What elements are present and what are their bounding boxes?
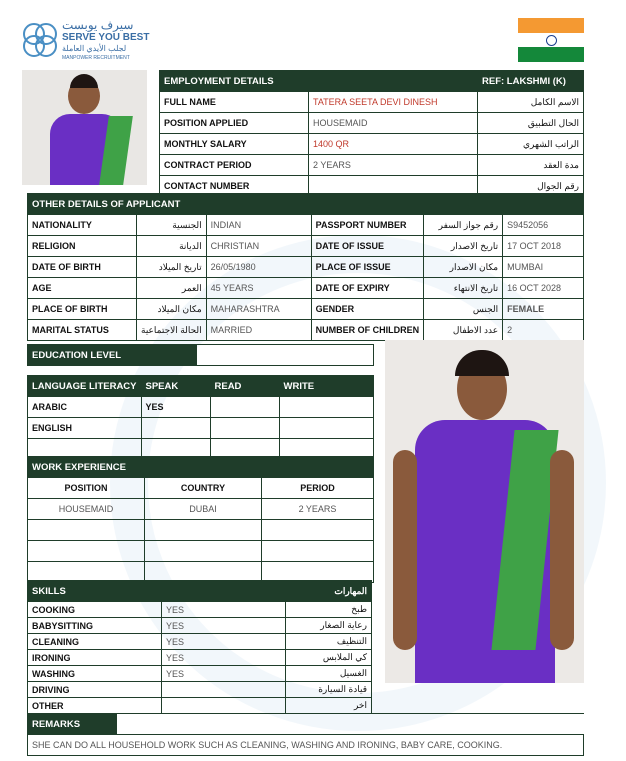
- employment-row: [160, 113, 584, 134]
- language-cell: [210, 418, 279, 439]
- skill-arabic: كي الملابس: [286, 650, 372, 666]
- skill-value: YES: [162, 666, 286, 682]
- skill-label: OTHER: [28, 698, 162, 714]
- field-label-arabic: مكان الاصدار: [424, 257, 503, 278]
- employment-row: [160, 134, 584, 155]
- field-label: AGE: [28, 278, 137, 299]
- work-row: [28, 541, 374, 562]
- field-label: RELIGION: [28, 236, 137, 257]
- other-details-row: [28, 278, 584, 299]
- work-experience-table: [27, 456, 374, 583]
- field-value: CHRISTIAN: [206, 236, 311, 257]
- read-header: READ: [210, 376, 279, 397]
- reference: REF: LAKSHMI (K): [478, 71, 584, 92]
- position-label: POSITION APPLIED: [160, 113, 309, 134]
- work-cell: [262, 520, 374, 541]
- speak-header: SPEAK: [141, 376, 210, 397]
- field-value: MARRIED: [206, 320, 311, 341]
- skill-arabic: اخر: [286, 698, 372, 714]
- position-value: HOUSEMAID: [309, 113, 478, 134]
- other-details-title: OTHER DETAILS OF APPLICANT: [28, 194, 584, 215]
- contact-arabic: رقم الجوال: [478, 176, 584, 197]
- write-header: WRITE: [279, 376, 374, 397]
- field-value: INDIAN: [206, 215, 311, 236]
- field-label: MARITAL STATUS: [28, 320, 137, 341]
- salary-arabic: الراتب الشهري: [478, 134, 584, 155]
- field-label: DATE OF ISSUE: [311, 236, 424, 257]
- field-value: S9452056: [503, 215, 584, 236]
- other-details-row: [28, 320, 584, 341]
- language-cell: [210, 397, 279, 418]
- language-cell: [279, 397, 374, 418]
- work-title: WORK EXPERIENCE: [28, 457, 374, 478]
- position-col-header: POSITION: [28, 478, 145, 499]
- full-name-value: TATERA SEETA DEVI DINESH: [309, 92, 478, 113]
- field-label: PASSPORT NUMBER: [311, 215, 424, 236]
- field-label-arabic: الجنس: [424, 299, 503, 320]
- language-row: [28, 418, 374, 439]
- skills-title: SKILLS: [28, 581, 286, 602]
- skills-title-arabic: المهارات: [286, 581, 372, 602]
- skill-value: YES: [162, 602, 286, 618]
- skill-value: YES: [162, 618, 286, 634]
- field-value: 26/05/1980: [206, 257, 311, 278]
- work-cell: HOUSEMAID: [28, 499, 145, 520]
- skill-label: DRIVING: [28, 682, 162, 698]
- work-cell: [28, 541, 145, 562]
- skill-label: IRONING: [28, 650, 162, 666]
- skill-row: [28, 602, 372, 618]
- language-header: LANGUAGE LITERACY: [28, 376, 142, 397]
- skills-table: [27, 580, 372, 714]
- field-label-arabic: رقم جواز السفر: [424, 215, 503, 236]
- skill-value: [162, 698, 286, 714]
- field-value: 2: [503, 320, 584, 341]
- salary-label: MONTHLY SALARY: [160, 134, 309, 155]
- skill-arabic: رعاية الصغار: [286, 618, 372, 634]
- language-cell: YES: [141, 397, 210, 418]
- skill-row: [28, 682, 372, 698]
- field-label-arabic: الديانة: [137, 236, 207, 257]
- employment-row: [160, 155, 584, 176]
- field-label: NATIONALITY: [28, 215, 137, 236]
- work-cell: [28, 520, 145, 541]
- skill-value: YES: [162, 650, 286, 666]
- applicant-photo-small: [22, 70, 147, 185]
- skill-arabic: الغسيل: [286, 666, 372, 682]
- full-name-arabic: الاسم الكامل: [478, 92, 584, 113]
- remarks-table: [27, 713, 584, 756]
- employment-row: [160, 92, 584, 113]
- field-label-arabic: تاريخ الميلاد: [137, 257, 207, 278]
- country-col-header: COUNTRY: [145, 478, 262, 499]
- logo-arabic: سيرف يوبست: [62, 18, 134, 32]
- skill-value: YES: [162, 634, 286, 650]
- remarks-text: SHE CAN DO ALL HOUSEHOLD WORK SUCH AS CLEANING, WASHING AND IRONING, BABY CARE, COOKING.: [28, 735, 584, 756]
- field-label-arabic: تاريخ الاصدار: [424, 236, 503, 257]
- work-row: [28, 520, 374, 541]
- work-cell: 2 YEARS: [262, 499, 374, 520]
- language-table: [27, 375, 374, 460]
- other-details-row: [28, 215, 584, 236]
- employment-table: [159, 70, 584, 197]
- education-table: [27, 344, 374, 366]
- skill-label: WASHING: [28, 666, 162, 682]
- skill-row: [28, 650, 372, 666]
- logo-sub-arabic: لجلب الأيدي العاملة: [62, 44, 127, 53]
- skill-arabic: قيادة السيارة: [286, 682, 372, 698]
- work-cell: DUBAI: [145, 499, 262, 520]
- skill-row: [28, 666, 372, 682]
- skill-row: [28, 698, 372, 714]
- language-name: ENGLISH: [28, 418, 142, 439]
- logo-mark-icon: [20, 20, 60, 60]
- field-label-arabic: مكان الميلاد: [137, 299, 207, 320]
- skill-arabic: التنظيف: [286, 634, 372, 650]
- skill-label: CLEANING: [28, 634, 162, 650]
- field-value: FEMALE: [503, 299, 584, 320]
- applicant-photo-large: [385, 340, 584, 683]
- field-label: DATE OF EXPIRY: [311, 278, 424, 299]
- contract-value: 2 YEARS: [309, 155, 478, 176]
- field-label: NUMBER OF CHILDREN: [311, 320, 424, 341]
- other-details-table: [27, 193, 584, 341]
- logo-tag: MANPOWER RECRUITMENT: [62, 55, 130, 61]
- field-value: 16 OCT 2028: [503, 278, 584, 299]
- field-label-arabic: الجنسية: [137, 215, 207, 236]
- skill-value: [162, 682, 286, 698]
- full-name-label: FULL NAME: [160, 92, 309, 113]
- other-details-row: [28, 236, 584, 257]
- salary-value: 1400 QR: [309, 134, 478, 155]
- field-label-arabic: الحالة الاجتماعية: [137, 320, 207, 341]
- other-details-row: [28, 257, 584, 278]
- india-flag-icon: [518, 18, 584, 62]
- company-logo: [20, 18, 150, 64]
- work-cell: [145, 541, 262, 562]
- language-cell: [279, 418, 374, 439]
- skill-row: [28, 618, 372, 634]
- skill-arabic: طبخ: [286, 602, 372, 618]
- employment-title: EMPLOYMENT DETAILS: [160, 71, 478, 92]
- remarks-title: REMARKS: [28, 714, 117, 735]
- logo-name: SERVE YOU BEST: [62, 32, 150, 43]
- field-label: GENDER: [311, 299, 424, 320]
- work-cell: [262, 541, 374, 562]
- education-title: EDUCATION LEVEL: [28, 345, 197, 366]
- language-cell: [141, 418, 210, 439]
- language-name: ARABIC: [28, 397, 142, 418]
- contract-arabic: مدة العقد: [478, 155, 584, 176]
- contact-label: CONTACT NUMBER: [160, 176, 309, 197]
- field-label-arabic: العمر: [137, 278, 207, 299]
- field-label-arabic: عدد الاطفال: [424, 320, 503, 341]
- education-value: [197, 345, 374, 366]
- other-details-row: [28, 299, 584, 320]
- skill-label: BABYSITTING: [28, 618, 162, 634]
- period-col-header: PERIOD: [262, 478, 374, 499]
- position-arabic: الحال التطبيق: [478, 113, 584, 134]
- field-label-arabic: تاريخ الانتهاء: [424, 278, 503, 299]
- contract-label: CONTRACT PERIOD: [160, 155, 309, 176]
- field-value: MUMBAI: [503, 257, 584, 278]
- skill-label: COOKING: [28, 602, 162, 618]
- skill-row: [28, 634, 372, 650]
- work-row: [28, 499, 374, 520]
- work-cell: [145, 520, 262, 541]
- field-label: PLACE OF BIRTH: [28, 299, 137, 320]
- language-row: [28, 397, 374, 418]
- field-value: MAHARASHTRA: [206, 299, 311, 320]
- field-value: 45 YEARS: [206, 278, 311, 299]
- field-label: PLACE OF ISSUE: [311, 257, 424, 278]
- field-label: DATE OF BIRTH: [28, 257, 137, 278]
- field-value: 17 OCT 2018: [503, 236, 584, 257]
